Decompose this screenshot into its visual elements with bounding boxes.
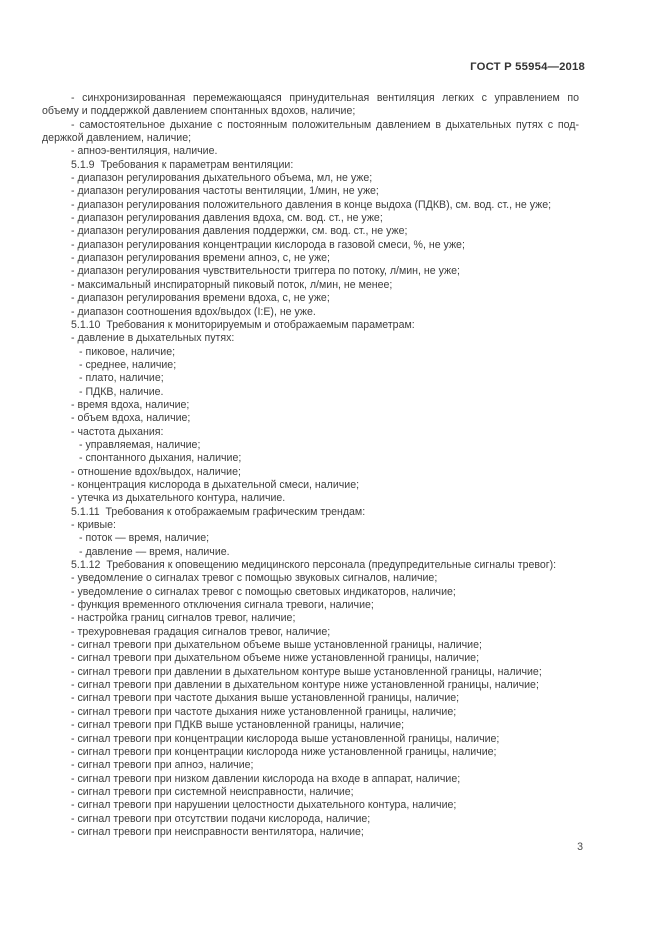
paragraph: - кривые: [71,519,116,531]
paragraph: - синхронизированная перемежающаяся принудительная вентиляция легких с управлением по объему и поддержкой давлением спонтанных вдохов, наличие; [42,92,579,118]
paragraph: - утечка из дыхательного контура, наличие. [71,492,286,505]
paragraph: 5.1.11 Требования к отображаемым графическим трендам: [71,505,366,518]
paragraph: - максимальный инспираторный пиковый поток, л/мин, не менее; [71,278,393,291]
paragraph: - диапазон регулирования времени вдоха, с, не уже; [71,292,330,305]
paragraph: - сигнал тревоги при частоте дыхания выше установленной границы, наличие; [71,692,460,705]
paragraph: 5.1.9 Требования к параметрам вентиляции: [71,158,294,171]
paragraph: - диапазон регулирования концентрации кислорода в газовой смеси, %, не уже; [71,238,465,251]
paragraph: - объем вдоха, наличие; [71,412,191,425]
paragraph: - отношение вдох/выдох, наличие; [71,465,241,478]
paragraph: - диапазон соотношения вдох/выдох (I:E), не уже. [71,305,316,318]
paragraph: - сигнал тревоги при низком давлении кислорода на входе в аппарат, наличие; [71,772,461,785]
paragraph: - спонтанного дыхания, наличие; [79,452,242,465]
paragraph: - среднее, наличие; [79,358,177,371]
paragraph: - сигнал тревоги при апноэ, наличие; [71,759,254,772]
paragraph: - диапазон регулирования положительного давления в конце выдоха (ПДКВ), см. вод. ст., не уже; [71,198,552,211]
paragraph: - настройка границ сигналов тревог, наличие; [71,612,296,625]
paragraph: - диапазон регулирования частоты вентиляции, 1/мин, не уже; [71,185,379,198]
paragraph: - пиковое, наличие; [79,345,176,358]
running-header [42,61,585,73]
paragraph: - сигнал тревоги при давлении в дыхательном контуре выше установленной границы, наличие; [71,665,542,678]
paragraph: - диапазон регулирования давления вдоха, см. вод. ст., не уже; [71,212,383,225]
paragraph: - частота дыхания: [71,425,164,438]
paragraph: - апноэ-вентиляция, наличие. [71,145,218,158]
paragraph: - диапазон регулирования дыхательного объема, мл, не уже; [71,172,373,185]
paragraph: - сигнал тревоги при дыхательном объеме выше установленной границы, наличие; [71,639,482,652]
paragraph: - уведомление о сигналах тревог с помощью звуковых сигналов, наличие; [71,572,438,585]
page-number: 3 [577,841,583,853]
paragraph: - концентрация кислорода в дыхательной смеси, наличие; [71,478,360,491]
paragraph: - поток — время, наличие; [79,532,210,545]
paragraph: - управляемая, наличие; [79,438,201,451]
paragraph: - диапазон регулирования чувствительности триггера по потоку, л/мин, не уже; [71,265,460,278]
paragraph: - плато, наличие; [79,372,164,385]
paragraph: - сигнал тревоги при отсутствии подачи кислорода, наличие; [71,812,371,825]
paragraph: - уведомление о сигналах тревог с помощью световых индикаторов, наличие; [71,585,456,598]
document-body [42,92,579,839]
paragraph: - давление в дыхательных путях: [71,332,235,345]
paragraph: - сигнал тревоги при концентрации кислорода ниже установленной границы, наличие; [71,745,497,758]
paragraph: - сигнал тревоги при неисправности вентилятора, наличие; [71,825,364,838]
paragraph: - сигнал тревоги при частоте дыхания ниже установленной границы, наличие; [71,705,457,718]
paragraph: - сигнал тревоги при ПДКВ выше установленной границы, наличие; [71,719,405,732]
paragraph: - сигнал тревоги при концентрации кислорода выше установленной границы, наличие; [71,732,500,745]
paragraph: 5.1.12 Требования к оповещению медицинского персонала (предупредительные сигналы тревог): [71,559,557,572]
paragraph: - сигнал тревоги при системной неисправности, наличие; [71,785,354,798]
paragraph: - самостоятельное дыхание с постоянным положительным давлением в дыхательных путях с поддержкой давлением, наличие; [42,118,579,145]
paragraph: - трехуровневая градация сигналов тревог, наличие; [71,625,331,638]
paragraph: - сигнал тревоги при дыхательном объеме ниже установленной границы, наличие; [71,652,480,665]
paragraph: - ПДКВ, наличие. [79,385,164,398]
paragraph: - диапазон регулирования давления поддержки, см. вод. ст., не уже; [71,225,408,238]
paragraph: - давление — время, наличие. [79,545,230,558]
paragraph: - сигнал тревоги при нарушении целостности дыхательного контура, наличие; [71,799,457,812]
paragraph: 5.1.10 Требования к мониторируемым и отображаемым параметрам: [71,318,415,331]
document-code: ГОСТ Р 55954—2018 [470,61,585,73]
paragraph: - сигнал тревоги при давлении в дыхательном контуре ниже установленной границы, наличие; [71,679,539,692]
paragraph: - диапазон регулирования времени апноэ, с, не уже; [71,252,331,265]
paragraph: - функция временного отключения сигнала тревоги, наличие; [71,599,374,612]
paragraph: - время вдоха, наличие; [71,398,190,411]
